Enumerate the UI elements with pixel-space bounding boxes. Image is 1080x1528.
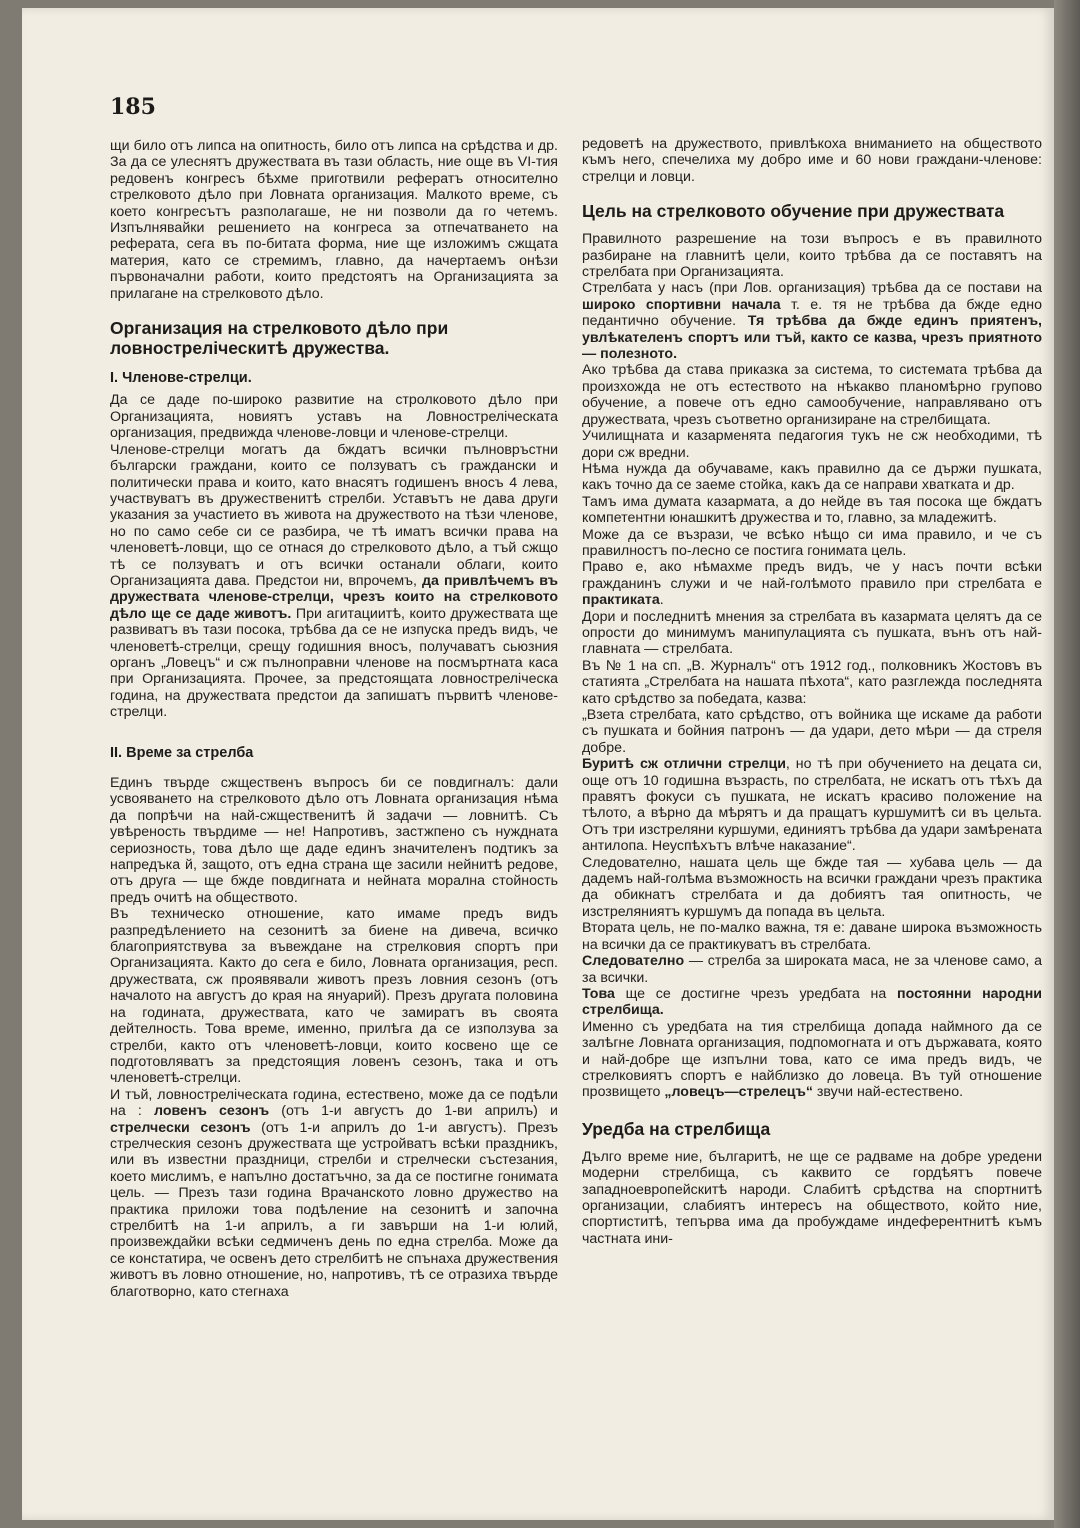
text-run: Именно съ уредбата на тия стрелбища допада наймного да се залѣгне Ловната организация, подпомогната и отъ държавата, която и най-добре ще изпълни това, като се има предъ видъ, че стрелковиятъ спортъ е найблизко до ловеца. Въ туй отношение прозвището <box>582 1018 1042 1101</box>
paragraph: Ако трѣбва да става приказка за система, то системата трѣбва да произхожда не отъ естеството на нѣкакво планомѣрно групово обучение, а повече отъ едно самообучение, направлявано отъ дружествата, чрезъ съответно организиране на стрелбищата. <box>582 362 1042 428</box>
paragraph <box>110 442 558 721</box>
text-run: Право е, ако нѣмахме предъ видъ, че у насъ почти всѣки гражданинъ служи и че най-голѣмото правило при стрелбата е <box>582 559 1042 592</box>
subsection-title: II. Време за стрелба <box>110 744 254 761</box>
subsection-title: I. Членове-стрелци. <box>110 370 252 387</box>
right-column <box>582 136 1042 1247</box>
paragraph: Втората цель, не по-малко важна, тя е: даване широка възможность на всички да се практикуватъ въ стрелбата. <box>582 920 1042 953</box>
bold-text: широко спортивни начала <box>582 296 781 313</box>
paragraph <box>110 1087 558 1300</box>
paragraph: Дълго време ние, българитѣ, не ще се радваме на добре уредени модерни стрелбища, съ каквито се гордѣятъ повече западноевропейскитѣ народи. Слабитѣ срѣдства на спортнитѣ организации, слабиятъ интересъ на обществото, който ние, спортиститѣ, тепърва има да пробуждаме индеферентнитѣ къмъ частната ини- <box>582 1148 1042 1247</box>
quote: „Взета стрелбата, като срѣдство, отъ войника ще искаме да работи съ пушката и бойния патронъ — да удари, дето мѣри — да стреля добре. <box>582 707 1042 756</box>
paragraph <box>582 953 1042 986</box>
paragraph: Дори и последнитѣ мнения за стрелбата въ казармата целятъ да се опрости до минимумъ манипулацията съ пушката, вънъ отъ най-главната — стрелбата. <box>582 608 1042 658</box>
paragraph: Въ № 1 на сп. „В. Журналъ“ отъ 1912 год., полковникъ Жостовъ въ статията „Стрелбата на нашата пѣхота“, като разглежда последнята като срѣдство за победата, казва: <box>582 657 1042 707</box>
text-run: — стрелба за широката маса, не за членове само, а за всички. <box>582 953 1042 986</box>
bold-text: постоянни народни стрелбища. <box>582 985 1042 1019</box>
section-heading: Организация на стрелковото дѣло при ловностреліческитѣ дружества. <box>110 318 449 359</box>
paragraph: Единъ твърде сжщественъ въпросъ би се повдигналъ: дали усвояването на стрелковото дѣло отъ Ловната организация нѣма да попрѣчи на най-сжщественитѣ й задачи — ловнитѣ. Съ увѣреность твърдиме — не! Напротивъ, застжпено съ нуждната сериозность, това дѣло ще даде единъ значителенъ подтикъ за напредъка й, защото, отъ една страна ще засили нейнитѣ редове, отъ друга — ще бжде повдигната и нейната морална стойность предъ очитѣ на обществото. <box>110 775 558 906</box>
bold-text: „ловецъ—стрелецъ“ <box>664 1084 813 1101</box>
paragraph: редоветѣ на дружеството, привлѣкоха вниманието на обществото къмъ него, спечелиха му добро име и 60 нови граждани-членове: стрелци и ловци. <box>582 136 1042 185</box>
text-run: т. е. тя не трѣбва да бжде едно педантично обучение. <box>582 296 1042 330</box>
bold-text: ловенъ сезонъ <box>154 1103 270 1120</box>
paragraph: Правилното разрешение на този въпросъ е въ правилното разбиране на главнитѣ цели, които трѣбва да се поставятъ на стрелбата при Организацията. <box>582 231 1042 281</box>
bold-text: Следователно <box>582 953 685 970</box>
paragraph: Училищната и казарменята педагогия тукъ не сж необходими, тѣ дори сж вредни. <box>582 428 1042 461</box>
text-run: , но тѣ при обучението на децата си, още отъ 10 годишна възрасть, по стрелбата, не искатъ отъ тѣхъ да правятъ фокуси съ пушката, не искатъ красиво положение на тѣлото, а вѣрно да мѣрятъ и да пращатъ куршумитѣ си въ цельта. Отъ три изстреляни куршуми, единиятъ трѣбва да удари замѣрената антилопа. Неуспѣхътъ влѣче наказание“. <box>582 756 1042 855</box>
bold-text: стрелчески сезонъ <box>110 1119 251 1136</box>
text-run: (отъ 1-и априлъ до 1-и августъ). Презъ стрелческия сезонъ дружествата ще устройватъ всѣки праздникъ, или въ известни праздници, стрелби и стрелчески състезания, което мислимъ, е напълно достатъчно, за да се постигне гонимата цель. — Презъ тази година Врачанското ловно дружество на практика приложи това подѣление на сезонитѣ и започна стрелбитѣ на 1-и априлъ, а ги завърши на 1-и юлий, произвеждайки всѣки седмиченъ день по една стрелба. Може да се констатира, че освенъ дето стрелбитѣ не спънаха дружествения животъ въ ловно отношение, но, напротивъ, тѣ се отразиха твърде благотворно, като стегнаха <box>110 1119 558 1300</box>
text-run: Членове-стрелци могатъ да бждатъ всички пълновръстни български граждани, които се ползуватъ съ граждански и политически права и които, като внасятъ годишенъ вносъ 4 лева, участвуватъ въ дружественитѣ стрелби. Уставътъ не дава други указания за участието въ живота на дружеството на тѣзи членове, но по само себе си се разбира, че тѣ иматъ всички права на членоветѣ-ловци, що се отнася до стрелковото дѣло, а тъй сжщо тѣ се ползуватъ и отъ всички останали облаги, които Организацията дава. Предстои ни, впрочемъ, <box>110 441 558 589</box>
paragraph: Тамъ има думата казармата, а до нейде въ тая посока ще бждатъ компетентни юнашкитѣ дружества и то, главно, за младежитѣ. <box>582 493 1042 527</box>
paragraph <box>582 986 1042 1019</box>
paragraph: Да се даде по-широко развитие на стролковото дѣло при Организацията, новиятъ уставъ на Ловностреліческата организация, предвижда членове-ловци и членове-стрелци. <box>110 392 558 442</box>
bold-text: Буритѣ сж отлични стрелци <box>582 756 786 773</box>
paragraph <box>582 280 1042 362</box>
paragraph: Право е, ако нѣмахме предъ видъ, че у насъ почти всѣки гражданинъ служи и че най-голѣмото правило при стрелбата е практиката. <box>582 559 1042 609</box>
paragraph: Следователно, нашата цель ще бжде тая — хубава цель — да дадемъ най-голѣма възможность на всички граждани чрезъ практика да обикнатъ стрелбата и да добиятъ тая опитность, че изстреляниятъ куршумъ да попада въ цельта. <box>582 854 1042 920</box>
paragraph: Въ техническо отношение, като имаме предъ видъ разпредѣлението на сезонитѣ за биене на дивеча, всичко благоприятствува за въвеждане на стрелковия спортъ при Организацията. Както до сега е било, Ловната организация, респ. дружествата, сж проявявали животъ презъ ловния сезонъ (отъ началото на августъ до края на януарий). Презъ другата половина на годината, дружествата, като че замиратъ въ своята дейтелность. Това време, именно, прилѣга да се използува за стрелби, както отъ членоветѣ-ловци, които косвено ще се подготовляватъ за предстоящия ловенъ сезонъ, така и отъ членоветѣ-стрелци. <box>110 906 558 1087</box>
bold-text: практиката <box>582 592 660 609</box>
text-run: При агитациитѣ, които дружествата ще развиватъ въ тази посока, трѣбва да се не изпуска предъ видъ, че членоветѣ-стрелци, срещу годишния вносъ, получаватъ сьюзния органъ „Ловецъ“ и сж пълноправни членове на посмъртната каса при Организацията. Прочее, за предстоящата ловностреліческа година, на дружествата предстои да запишатъ първитѣ членове-стрелци. <box>110 605 559 721</box>
paragraph: Може да се възрази, че всѣко нѣщо си има правило, и че съ правилностъ по-лесно се постига гонимата цель. <box>582 526 1042 559</box>
scanned-page <box>22 8 1054 1520</box>
text-run: Стрелбата у насъ (при Лов. организация) трѣбва да се постави на <box>582 280 1042 297</box>
paragraph: Нѣма нужда да обучаваме, какъ правилно да се държи пушката, какъ точно да се заеме стойка, какъ да се направи хватката и др. <box>582 460 1042 494</box>
text-run: И тъй, ловностреліческата година, естествено, може да се подѣли на : <box>110 1086 558 1120</box>
section-heading: Уредба на стрелбища <box>582 1118 771 1139</box>
paragraph: щи било отъ липса на опитность, било отъ липса на срѣдства и др. За да се улеснятъ дружествата въ тази область, ние още въ VI-тия редовенъ конгресъ бѣхме приготвили рефератъ относително стрелковото дѣло при Ловната организация. Малкото време, съ което конгресътъ разполагаше, не ни позволи да го четемъ. Изпълнявайки решението на конгреса за отпечатването на реферата, сега въ по-битата форма, ние ще изложимъ сжщата материя, като се стремимъ, главно, да начертаемъ онѣзи първоначални работи, които предстоятъ на Организацията за прилагане на стрелковото дѣло. <box>110 138 558 302</box>
page-edge-shadow <box>1054 0 1080 1528</box>
left-column <box>110 138 558 1300</box>
bold-text: да привлѣчемъ въ дружествата членове-стрелци, чрезъ които на стрелковото дѣло ще се даде животъ. <box>110 572 558 622</box>
paragraph <box>582 756 1042 854</box>
paragraph <box>582 1019 1042 1101</box>
bold-text: Тя трѣбва да бжде единъ приятенъ, увлѣкателенъ спортъ или тъй, както се казва, чрезъ приятното — полезното. <box>582 313 1042 363</box>
page-number: 185 <box>110 94 156 120</box>
text-run: ще се достигне чрезъ уредбата на <box>614 985 898 1002</box>
text-run: звучи най-естествено. <box>816 1084 964 1101</box>
section-heading: Цель на стрелковото обучение при дружествата <box>582 201 1005 222</box>
text-run: (отъ 1-и августъ до 1-ви априлъ) и <box>281 1103 558 1120</box>
bold-text: Това <box>582 985 615 1002</box>
